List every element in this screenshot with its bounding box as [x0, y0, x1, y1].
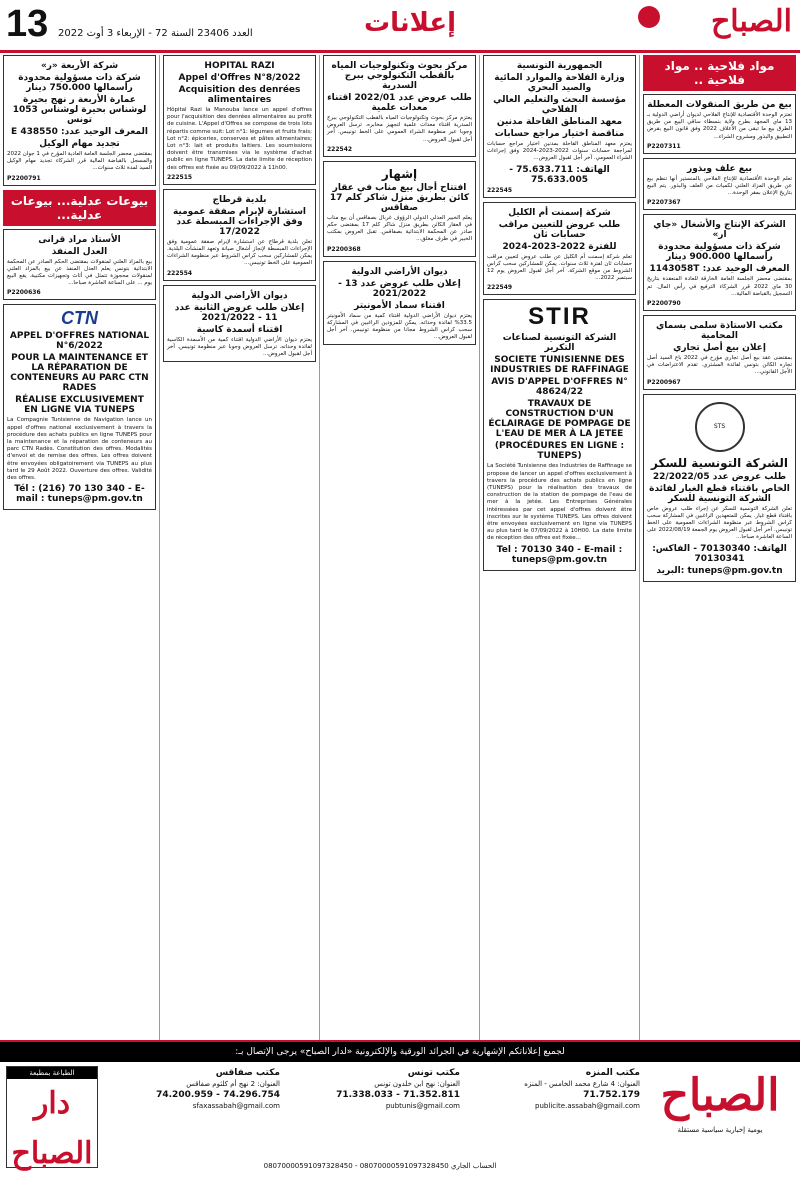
ad-company-gr: الشركة الإنتاج والأشغال «جاي ار» شركة ذات مسؤولية محدودة رأسمالها 900.000 دينار المعرف الوحيد عدد: 1143058T بمقتضى محضر الجلسة العامة الخارقة للعادة المنعقدة بتاريخ 30 ماي 2022 قرر الشركاء الترفيع في رأس المال. تم التسجيل بالقباضة المالية... P2200790: [643, 214, 796, 311]
bank-account-line: الحساب الجاري 08070000591097328450 - 08070000591097328450: [263, 1162, 497, 1170]
column-1: [643, 55, 796, 1040]
column-2: [483, 55, 636, 1040]
ad-water-research: مركز بحوث وتكنولوجيات المياه بالقطب التكنولوجي ببرج السدرية طلب عروض عدد 2022/01 اقتناء معدات علمية يعتزم مركز بحوث وتكنولوجيات المياه بالقطب التكنولوجي ببرج السدرية اقتناء معدات علمية لتجهيز مخابره. ترسل العروض وجوبا عبر منظومة الشراء العمومي على الخط تونيبس. آخر أجل لقبول العروض... 222542: [323, 55, 476, 157]
sugar-company-logo: STS: [695, 402, 745, 452]
issue-line: العدد 23406 السنة 72 - الإربعاء 3 أوت 2022: [58, 28, 253, 39]
office-sfax: مكتب صفاقس العنوان: 2 نهج أم كلثوم صفاقس 74.296.754 - 74.200.959 sfaxassabah@gmail.com: [156, 1068, 280, 1110]
ad-state-lands-2: ديوان الأراضي الدولية إعلان طلب عروض الثانية عدد 11 - 2021/2022 اقتناء أسمدة كاسية يعتزم ديوان الأراضي الدولية اقتناء كمية من الأسمدة الكاسية لفائدة وحداته. ترسل العروض وجوبا عبر منظومة تونيبس. آخر أجل لقبول العروض...: [163, 285, 316, 363]
footer-brand: الصباح يومية إخبارية سياسية مستقلة: [660, 1070, 780, 1134]
ad-judicial-sale: الأستاذ مراد قرانى العدل المنفذ بيع بالمزاد العلني لمنقولات بمقتضى الحكم الصادر عن المحكمة الابتدائية بتونس يعلم العدل المنفذ عن بيع بالمزاد العلني لمنقولات محجوزة تتمثل في أثاث وتجهيزات مكتبية. يقع البيع يوم ... على الساعة العاشرة صباحا... P2200636: [3, 229, 156, 301]
ad-sugar-company: STS الشركة التونسية للسكر طلب عروض عدد 22/2022/05 الخاص باقتناء قطع الغيار لفائدة الشركة التونسية للسكر تعلن الشركة التونسية للسكر عن إجراء طلب عروض خاص باقتناء قطع غيار. يمكن للمتعهدين الراغبين في المشاركة سحب كراس الشروط عبر منظومة الشراءات العمومية على الخط تونيبس. آخر أجل لقبول العروض يوم الجمعة 2022/08/19 على الساعة العاشرة صباحا... الهاتف: 70130340 - الفاكس: 70130341 tuneps@pm.gov.tn :البريد: [643, 394, 796, 582]
stir-logo: STIR: [528, 303, 591, 331]
column-divider: [159, 55, 160, 1040]
agri-banner: مواد فلاحية .. مواد فلاحية ..: [643, 55, 796, 91]
ad-feed-sale: بيع علف وبذور تعلم الوحدة الأقتصادية للإنتاج الفلاحي بالمنستير أنها تنظم بيع عن طريق المزاد العلني لكميات من العلف والبذور. يتم البيع بتاريخ الإعلان بمقر الوحدة... P2207367: [643, 158, 796, 211]
ad-lawyer: مكتب الاستاذة سلمى بسماي المحامية إعلان بيع أصل تجاري بمقتضى عقد بيع أصل تجاري مؤرخ في 2022 باع السيد أصل تجاره الكائن بتونس لفائدة المشتري. تقدم الاعتراضات في الأجل القانوني... P2200967: [643, 315, 796, 390]
ad-carthage-municipality: بلدية قرطاج استشارة لإبرام صفقة عمومية وفق الإجراءات المبسطة عدد 17/2022 تعلن بلدية قرطاج عن استشارة لإبرام صفقة عمومية وفق الإجراءات المبسطة لإنجاز أشغال صيانة وتعهد المنشآت البلدية. يمكن للمشاركين سحب كراس الشروط عبر منظومة الشراءات العمومية على الخط تونيبس... 222554: [163, 189, 316, 281]
column-divider: [479, 55, 480, 1040]
page-number: 13: [6, 3, 49, 45]
print-stamp: الطباعة بمطبعة دار الصباح: [6, 1066, 98, 1168]
page-header: [0, 0, 800, 53]
column-5: [3, 55, 156, 1040]
ad-cement-company: شركة إسمنت أم الكليل طلب عروض للتعيين مراقب حسابات ثان للفترة 2022-2023-2024 تعلم شركة إسمنت أم الكليل عن طلب عروض لتعيين مراقب حسابات ثان لفترة ثلاث سنوات. يمكن للمشاركين سحب كراس الشروط من موقع الشركة. آخر أجل لقبول العروض يوم 12 سبتمبر 2022... 222549: [483, 202, 636, 296]
ad-property-sale: إشهار افتتاح أجال بيع مناب في عقار كائن بطريق منزل شاكر كلم 17 صفاقس يعلم الخبير العدلي الدولي الرؤوف غربال بصفاقس أن بيع مناب في العقار الكائن بطريق منزل شاكر كلم 17 بمقتضى حكم صادر عن المحكمة الابتدائية بصفاقس. تقبل العروض بمكتب الخبير في ظرف مغلق... P2200368: [323, 161, 476, 257]
column-4: [163, 55, 316, 1040]
footer-contact-bar: لجميع إعلاناتكم الإشهارية في الجرائد الورقية والإلكترونية «لدار الصباح» يرجى الإتصال بـ:: [0, 1042, 800, 1062]
ctn-logo: CTN: [61, 308, 98, 329]
ad-arid-institute: الجمهورية التونسية وزارة الفلاحة والموارد المائية والصيد البحري مؤسسة البحث والتعليم العالي الفلاحي معهد المناطق القاحلة مدنين مناقصة اختيار مراجع حسابات يعتزم معهد المناطق القاحلة بمدنين اختيار مراجع حسابات لمراجعة حسابات سنوات 2022-2023-2024 وفق إجراءات الشراء العمومي. آخر أجل لقبول العروض... الهاتف: 75.633.711 - 75.633.005 222545: [483, 55, 636, 198]
ad-company-four-r: شركة الأربعة «ر» شركة ذات مسؤولية محدودة رأسمالها 750.000 دينار عمارة الأربعة ر نهج بحيرة لوشناس بحيرة لوشناس 1053 تونس المعرف الوحيد عدد: E 438550 تجديد مهام الوكيل بمقتضى محضر الجلسة العامة العادية المؤرخ في 1 جوان 2022 والمسجل بالقباضة المالية قرر الشركاء تجديد مهام الوكيل السيد لمدة ثلاث سنوات... P2200791: [3, 55, 156, 186]
office-tunis: مكتب تونس العنوان: نهج ابن خلدون تونس 71.352.811 - 71.338.033 pubtunis@gmail.com: [336, 1068, 460, 1110]
ad-ctn: CTN APPEL D'OFFRES NATIONAL N°6/2022 POUR LA MAINTENANCE ET LA RÉPARATION DE CONTENEURS AU PARC CTN RADES RÉALISE EXCLUSIVEMENT EN LIGNE VIA TUNEPS La Compagnie Tunisienne de Navigation lance un appel d'offres national exclusivement à travers la procédure des achats publics en ligne TUNEPS pour la maintenance et la réparation de conteneurs au parc CTN Radès. Constitution des offres. Modalités d'envoi et de remise des offres. Les offres doivent être envoyées obligatoirement via TUNEPS au plus tard le 29 Août 2022. Ouverture des offres. Validité des offres. Tél : (216) 70 130 340 - E-mail : tuneps@pm.gov.tn: [3, 304, 156, 510]
page-footer: [0, 1040, 800, 1177]
column-divider: [639, 55, 640, 1040]
column-3: [323, 55, 476, 1040]
ad-state-lands-1: ديوان الأراضي الدولية إعلان طلب عروض عدد 13 - 2021/2022 اقتناء سماد الأمونيتر يعتزم ديوان الأراضي الدولية اقتناء كمية من سماد الأمونيتر 33.5% لفائدة وحداته. يمكن للمزودين الراغبين في المشاركة سحب كراس الشروط مجانا من منظومة تونيبس. آخر أجل لقبول العروض...: [323, 261, 476, 346]
ad-hopital-razi: HOPITAL RAZI Appel d'Offres N°8/2022 Acquisition des denrées alimentaires Hôpital Razi la Manouba lance un appel d'offres pour l'acquisition des denrées alimentaires au profit de cuisine. L'Appel d'Offres se compose de trois lots répartis comme suit: Lot n°1: légumes et fruits frais; Lot n°2: épiceries, conserves et pâtes alimentaires; Lot n°3: lait et produits laitiers. Les soumissions doivent être transmises via le système d'achat public en ligne TUNEPS. La date limite de réception des offres est fixée au 09/09/2022 à 11h00. 222515: [163, 55, 316, 185]
ad-agri-sale: بيع من طريق المنقولات المعطلة تعتزم الوحدة الأقتصادية للإنتاج الفلاحي لديوان أراضي الدولية بـ 13 ماي المجهد بطرح ولاية بنسطاء ساقي الييع من طريق الطرق بيع ما تبقى من الأعلاف 2022 وفق قانون البيع بقرض التطبيق والبذور ومشروح الشراء... P2207311: [643, 94, 796, 154]
judicial-sales-banner: بيوعات عدلية... بيوعات عدلية...: [3, 190, 156, 226]
ad-stir: STIR الشركة التونسية لصناعات التكرير SOCIETE TUNISIENNE DES INDUSTRIES DE RAFFINAGE AVIS D'APPEL D'OFFRES N° 48624/22 TRAVAUX DE CONSTRUCTION D'UN ÉCLAIRAGE DE POMPAGE DE L'EAU DE MER À LA JETEE (PROCÉDURES EN LIGNE : TUNEPS) La Société Tunisienne des Industries de Raffinage se propose de lancer un appel d'offres exclusivement à travers la procédure des achats publics en ligne (TUNEPS) pour la réalisation des travaux de construction de la station de pompage de l'eau de mer à la jetée. Les Entreprises Générales intéressées par cet appel d'offres doivent être inscrites sur le système TUNEPS. Les offres doivent être envoyées exclusivement en ligne via TUNEPS au plus tard le 07/09/2022 à 10H00. La date limite de réception des offres est fixée... Tel : 70130 340 - E-mail : tuneps@pm.gov.tn: [483, 299, 636, 570]
section-title: إعلانات: [363, 8, 457, 38]
masthead-logo: الصباح: [710, 4, 792, 39]
logo-mark-icon: [638, 6, 660, 28]
office-menzah: مكتب المنزه العنوان: 4 شارع محمد الخامس - المنزه 71.752.179 publicite.assabah@gmail.com: [524, 1068, 640, 1110]
column-divider: [319, 55, 320, 1040]
